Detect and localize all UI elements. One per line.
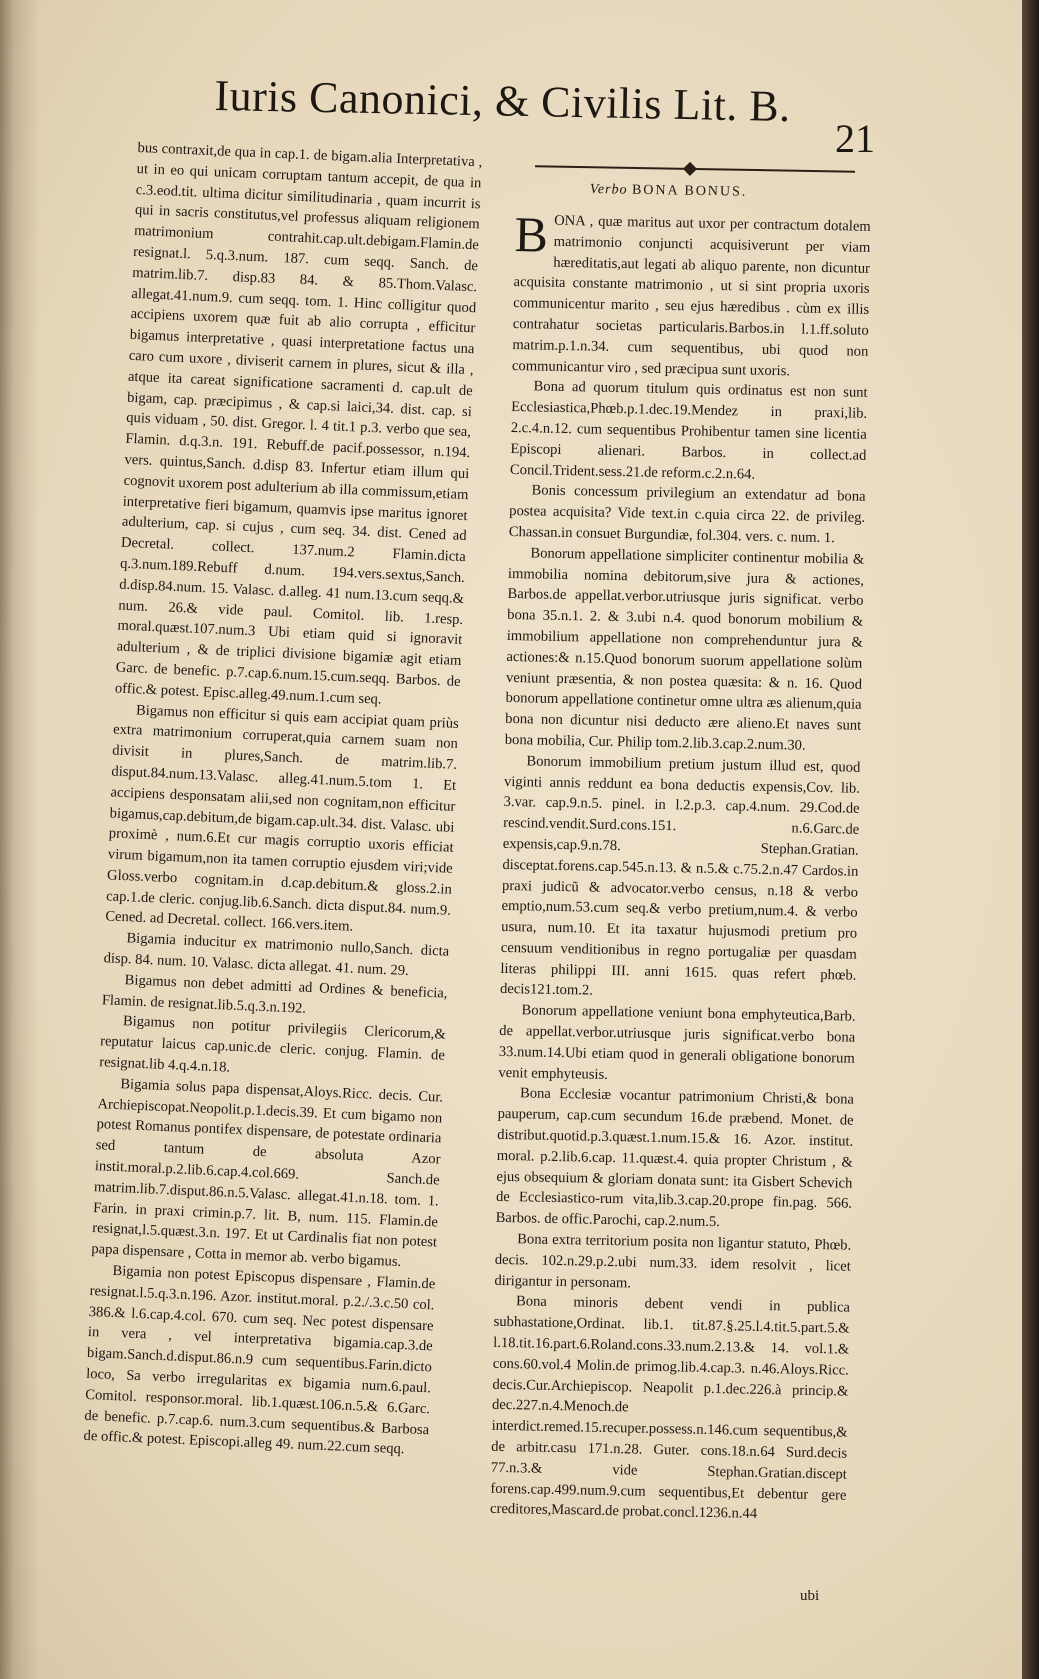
left-paragraph-text: Bigamus non debet admitti ad Ordines & beneficia, Flamin. de resignat.lib.5.q.3.n.192. [101, 972, 448, 1017]
left-paragraph-text: Bigamus non potitur privilegiis Clericorum,& reputatur laicus cap.unic.de cleric. conjug. Flamin. de resignat.lib 4.q.4.n.18. [98, 1013, 447, 1076]
right-paragraph [494, 1229, 851, 1298]
right-paragraph-text: Bonorum appellatione simpliciter continentur mobilia & immobilia nomina debitorum,sive jura & actiones, Barbos.de appellat.verbor.utriusque juris significat. verbo bona 35.n.1. 2. & 3.ubi n.4. quod bonorum mobilium & immobilium appellatione non comprehenduntur jura & actiones:& n.15.Quod bonorum suorum appellatione solùm veniunt præsentia, & non postea quæsita: & n. 16. Quod bonorum appellatione continetur omne ultra æs alienum,quia bona non dicuntur nisi deducto ære alieno.Et naves sunt bona mobilia, Cur. Philip tom.2.lib.3.cap.2.num.30. [504, 545, 865, 754]
right-paragraph [510, 376, 868, 487]
right-paragraph-text: Bona minoris debent vendi in publica subhastatione,Ordinat. lib.1. tit.87.§.25.l.4.tit.5.part.5.& l.18.tit.16.part.6.Roland.cons.33.num.2.13.& 14. vol.1.& cons.60.vol.4 Molin.de primog.lib.4.cap.3. n.46.Aloys.Ricc. decis.Cur.Archiepiscop. Neapolit p.1.dec.226.à princip.& dec.227.n.4.Menoch.de interdict.remed.15.recuper.possess.n.146.cum sequentibus,& de arbitr.casu 171.n.28. Guter. cons.18.n.64 Surd.decis 77.n.3.& vide Stephan.Gratian.discept forens.cap.499.num.9.cum sequentibus,Et debentur gere creditores,Mascard.de probat.concl.1236.n.44 [489, 1293, 851, 1523]
rule-ornament [683, 162, 697, 176]
right-paragraph-text: ONA , quæ maritus aut uxor per contractum dotalem matrimonio conjuncti acquisiverunt per viam hæreditatis,aut legati ab aliquo parente, non dicuntur acquisita constante matrimonio , ut si sint propria uxoris communicentur marito , seu ejus hæredibus . cùm ex illis contrahatur societas particularis.Barbos.in l.1.ff.soluto matrim.p.1.n.34. cum sequentibus, ubi quod non communicantur viro , sed præcipua sunt uxoris. [511, 212, 871, 379]
left-column [83, 138, 483, 1462]
running-head: Iuris Canonici, & Civilis Lit. B. [214, 70, 792, 132]
catchword: ubi [800, 1588, 820, 1604]
left-paragraph [91, 1073, 444, 1274]
right-paragraph [495, 1083, 854, 1235]
left-paragraph [114, 138, 482, 713]
left-paragraph [105, 699, 459, 942]
left-paragraph-text: Bigamia inducitur ex matrimonio nullo,Sanch. dicta disp. 84. num. 10. Valasc. dicta allegat. 41. num. 29. [103, 930, 450, 980]
section-title: BONA BONUS. [631, 182, 748, 200]
right-paragraph-text: Bonis concessum privilegium an extendatur ad bona postea acquisita? Vide text.in c.quia circa 22. de privileg. Chassan.in consuet Burgundiæ, fol.304. vers. c. num. 1. [508, 482, 866, 547]
right-paragraph-text: Bonorum appellatione veniunt bona emphyteutica,Barb. de appellat.verbor.utriusque juris significat.verbo bona 33.num.14.Ubi etiam quod in generali obligatione bonorum venit emphyteusis. [498, 1002, 856, 1083]
right-paragraph [511, 206, 871, 383]
left-paragraph-text: Bigamus non efficitur si quis eam accipiat quam priùs extra matrimonium corruperat,quia carnem suam non divisit in plures,Sanch. de matrim.lib.7. disput.84.num.13.Valasc. alleg.41.num.5.tom 1. Et accipiens desponsatam alii,sed non cognitam,non efficitur bigamus,cap.debitum,de bigam.cap.ult.34. dist. Valasc. ubi proximè , num.6.Et cur magis corruptio uxoris efficiat virum bigamum,non ita tamen corruptio ejusdem viri;vide Gloss.verbo cognitam.in d.cap.debitum.& gloss.2.in cap.1.de cleric. conjug.lib.6.Sanch. dicta disput.84. num.9. Cened. ad Decretal. collect. 166.vers.item. [105, 701, 460, 936]
right-paragraph [500, 751, 861, 1007]
right-paragraph-text: Bonorum immobilium pretium justum illud est, quod viginti annis reddunt ea bona deductis expensis,Cov. lib. 3.var. cap.9.n.5. pinel. in l.2.p.3. cap.4.num. 29.Cod.de rescind.vendit.Surd.cons.151. n.6.Garc.de expensis,cap.9.n.78. Stephan.Gratian. disceptat.forens.cap.545.n.13. & n.5.& c.75.2.n.47 Cardos.in praxi judicũ & advocator.verbo census, n.18 & verbo emptio,num.53.cum seq.& verbo pretium,num.4. & verbo usura, num.10. Et ita taxatur hujusmodi pretium pro censuum venditionibus in regno portugaliæ per quasdam literas philippi III. anni 1615. quas refert phœb. decis121.tom.2. [499, 753, 861, 1000]
page-number: 21 [835, 116, 875, 161]
left-paragraph [83, 1260, 436, 1461]
section-rule [535, 165, 855, 173]
right-paragraph-text: Bona extra territorium posita non ligantur statuto, Phœb. decis. 102.n.29.p.2.ubi num.33. idem resolvit , licet dirigantur in personam. [494, 1231, 852, 1292]
right-paragraph [509, 480, 866, 549]
left-paragraph-text: Bigamia solus papa dispensat,Aloys.Ricc. decis. Cur. Archiepiscopat.Neopolit.p.1.decis.39. Et cum bigamo non potest Romanus pontifex dispensare, de potestate ordinaria sed tantum de absoluta Azor instit.moral.p.2.lib.6.cap.4.col.669. Sanch.de matrim.lib.7.disput.86.n.5.Valasc. allegat.41.n.18. tom. 1. Farin. in praxi crimin.p.7. lit. B, num. 115. Flamin.de resignat,l.5.quæst.3.n. 197. Et ut Cardinalis fiat non potest papa dispensare , Cotta in memor ab. verbo bigamus. [91, 1075, 444, 1271]
right-paragraph [490, 1291, 850, 1527]
right-paragraph [505, 543, 865, 758]
right-paragraph-text: Bona ad quorum titulum quis ordinatus est non sunt Ecclesiastica,Phœb.p.1.dec.19.Mendez in praxi,lib. 2.c.4.n.12. cum sequentibus Prohibentur tamen sine licentia Episcopi alienari. Barbos. in collect.ad Concil.Trident.sess.21.de reform.c.2.n.64. [509, 378, 868, 483]
section-heading [590, 182, 850, 203]
right-paragraph [498, 1000, 856, 1090]
section-label: Verbo [589, 182, 628, 198]
left-paragraph-text: bus contraxit,de qua in cap.1. de bigam.alia Interpretativa , ut in eo qui unicam corruptam tantum accepit, de qua in c.3.eod.tit. ultima dicitur similitudinaria , quam incurrit is qui in sacris constitutus,vel professus aliquam religionem matrimonium contrahit.cap.ult.debigam.Flamin.de resignat.l. 5.q.3.num. 187. cum seqq. Sanch. de matrim.lib.7. disp.83 84. & 85.Thom.Valasc. allegat.41.num.9. cum seqq. tom. 1. Hinc colligitur quod accipiens uxorem quæ fuit ab alio corrupta , efficitur bigamus interpretative , quasi interpretatione factus una caro cum uxore , diviserit carnem in plures, sicut & illa , atque ita careat significatione sacramenti d. cap.ult de bigam, cap. præcipimus , & cap.si laici,34. dist. cap. si quis viduam , 50. dist. Gregor. l. 4 tit.1 p.3. verbo que sea, Flamin. d.q.3.n. 191. Rebuff.de pacif.possessor, n.194. vers. quintus,Sanch. d.disp 83. Infertur etiam illum qui cognovit uxorem post adulterium ab illa commissum,etiam interpretative fieri bigamum, quamvis ipse maritus ignoret adulterium, cap. si cujus , cum seq. 34. dist. Cened ad Decretal. collect. 137.num.2 Flamin.dicta q.3.num.189.Rebuff d.num. 194.vers.sextus,Sanch. d.disp.84.num. 15. Valasc. d.alleg. 41 num.13.cum seqq.& num. 26.& vide paul. Comitol. lib. 1.resp. moral.quæst.107.num.3 Ubi etiam quid si ignoravit adulterium , & de triplici divisione bigamiæ agit etiam Garc. de benefic. p.7.cap.6.num.15.cum.seqq. Barbos. de offic.& potest. Episc.alleg.49.num.1.cum seq. [114, 139, 483, 708]
right-paragraph-text: Bona Ecclesiæ vocantur patrimonium Christi,& bona pauperum, cap.cum secundum 16.de præbend. Monet. de distribut.quotid.p.3.quæst.1.num.15.& 16. Azor. institut. moral. p.2.lib.6.cap. 11.quæst.4. quia propter Christum , & ejus obsequium & gloriam donata sunt: ita Gisbert Schevich de Ecclesiastico-rum vita,lib.3.cap.20.prope fin.pag. 566. Barbos. de offic.Parochi, cap.2.num.5. [495, 1085, 855, 1231]
left-paragraph-text: Bigamia non potest Episcopus dispensare , Flamin.de resignat.l.5.q.3.n.196. Azor. institut.moral. p.2./.3.c.50 col. 386.& l.6.cap.4.col. 670. cum seq. Nec potest dispensare in vera , vel interpretativa bigamia.cap.3.de bigam.Sanch.d.disput.86.n.9 cum sequentibus.Farin.dicto loco, Sa verbo irregularitas ex bigamia num.6.paul. Comitol. responsor.moral. lib.1.quæst.106.n.5.& 6.Garc. de benefic. p.7.cap.6. num.3.cum sequentibus.& Barbosa de offic.& potest. Episcopi.alleg 49. num.22.cum seqq. [83, 1262, 436, 1458]
page-edge-shadow [1022, 0, 1039, 1679]
drop-cap: B [514, 206, 549, 263]
right-column [489, 206, 871, 1527]
